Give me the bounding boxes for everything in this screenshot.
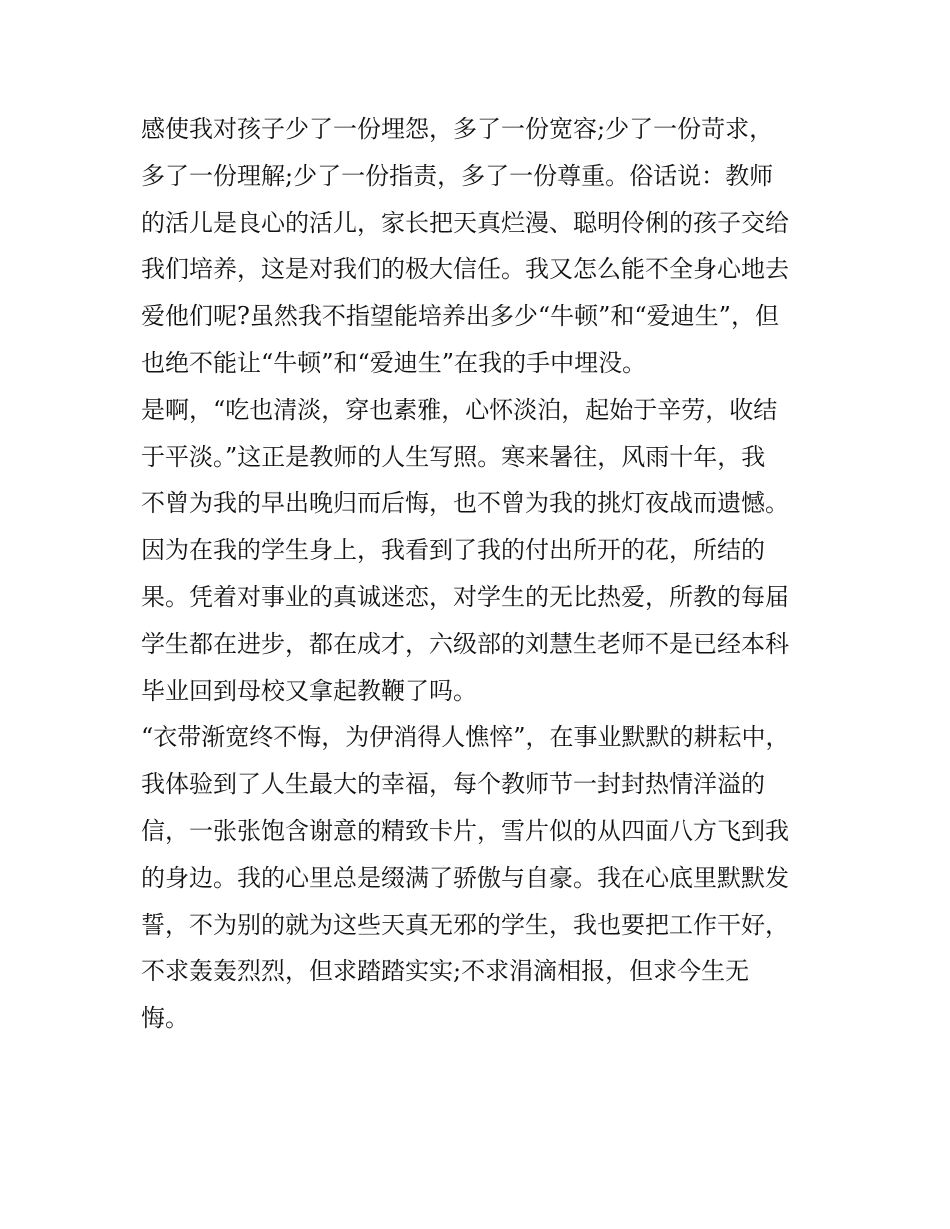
text-line: 毕业回到母校又拿起教鞭了吗。 — [141, 676, 477, 705]
text-line: “衣带渐宽终不悔，为伊消得人憔悴”，在事业默默的耕耘中， — [141, 723, 790, 752]
text-line: 的身边。我的心里总是缀满了骄傲与自豪。我在心底里默默发 — [141, 863, 789, 892]
text-line: 于平淡。”这正是教师的人生写照。寒来暑往，风雨十年，我 — [141, 442, 766, 471]
text-line: 的活儿是良心的活儿，家长把天真烂漫、聪明伶俐的孩子交给 — [141, 208, 789, 237]
text-line: 不求轰轰烈烈，但求踏踏实实;不求涓滴相报，但求今生无 — [141, 957, 750, 986]
text-line: 果。凭着对事业的真诚迷恋，对学生的无比热爱，所教的每届 — [141, 582, 789, 611]
text-line: 多了一份理解;少了一份指责，多了一份尊重。俗话说：教师 — [141, 161, 774, 190]
text-line: 感使我对孩子少了一份埋怨，多了一份宽容;少了一份苛求， — [141, 115, 774, 143]
text-line: 信，一张张饱含谢意的精致卡片，雪片似的从四面八方飞到我 — [141, 816, 789, 845]
text-line: 不曾为我的早出晚归而后悔，也不曾为我的挑灯夜战而遗憾。 — [141, 489, 789, 518]
body-text — [141, 106, 821, 1042]
text-line: 誓，不为别的就为这些天真无邪的学生，我也要把工作干好， — [141, 910, 789, 939]
text-line: 悔。 — [141, 1004, 189, 1033]
text-line: 我体验到了人生最大的幸福，每个教师节一封封热情洋溢的 — [141, 770, 765, 799]
text-line: 也绝不能让“牛顿”和“爱迪生”在我的手中埋没。 — [141, 348, 647, 377]
text-line: 学生都在进步，都在成才，六级部的刘慧生老师不是已经本科 — [141, 629, 789, 658]
text-line: 爱他们呢?虽然我不指望能培养出多少“牛顿”和“爱迪生”，但 — [141, 302, 779, 331]
text-line: 是啊，“吃也清淡，穿也素雅，心怀淡泊，起始于辛劳，收结 — [141, 395, 778, 424]
text-line: 因为在我的学生身上，我看到了我的付出所开的花，所结的 — [141, 536, 765, 565]
text-line: 我们培养，这是对我们的极大信任。我又怎么能不全身心地去 — [141, 255, 789, 284]
